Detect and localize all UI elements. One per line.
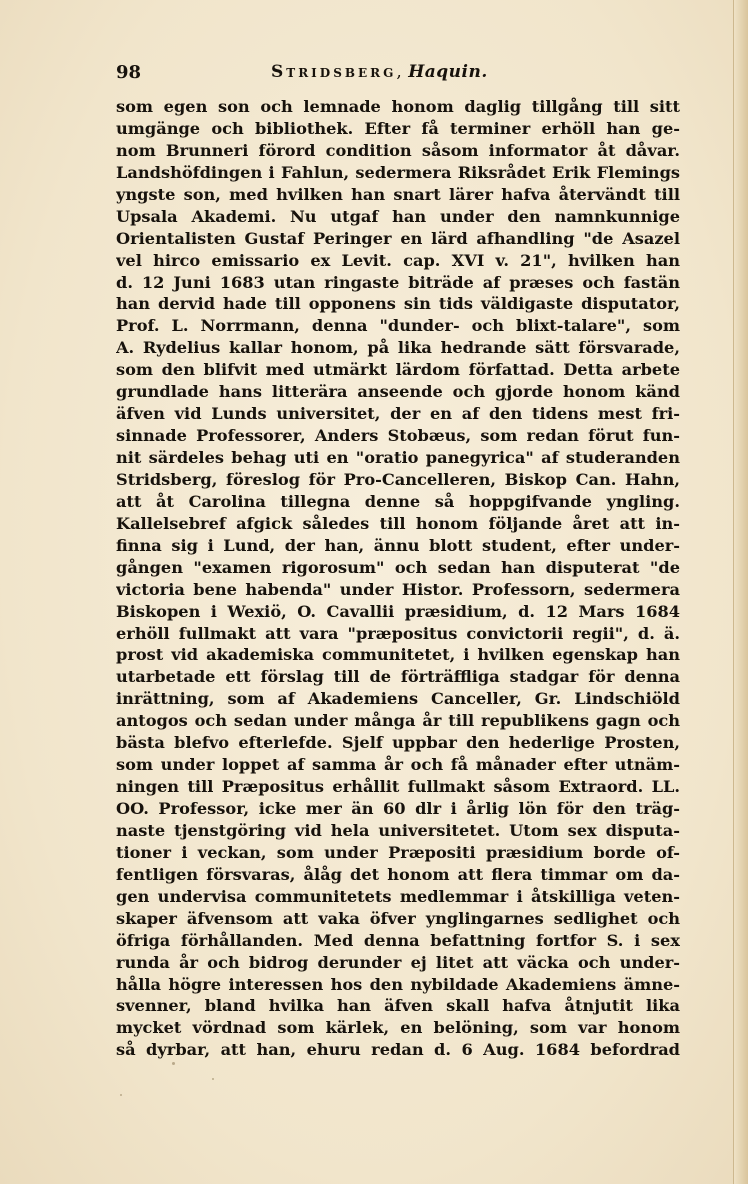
text-line: d. 12 Juni 1683 utan ringaste biträde af præses och fastän [116,272,680,292]
text-line: han dervid hade till opponens sin tids väldigaste disputator, [116,294,680,314]
text-line: umgänge och bibliothek. Efter få terminer erhöll han ge- [116,118,680,138]
text-line: öfriga förhållanden. Med denna befattning fortfor S. i sex [116,930,680,950]
running-head-surname: Stridsberg [271,62,397,82]
paper-speck [120,1094,122,1096]
text-line: Kallelsebref afgick således till honom följande året att in- [116,513,680,533]
text-line: svenner, bland hvilka han äfven skall hafva åtnjutit lika [116,996,680,1016]
running-head-separator: , [396,62,403,82]
running-head-given-name: Haquin. [408,62,488,82]
text-line: tioner i veckan, som under Præpositi præsidium borde of- [116,842,680,862]
text-line: Orientalisten Gustaf Peringer en lärd afhandling "de Asazel [116,228,680,248]
text-line: Upsala Akademi. Nu utgaf han under den namnkunnige [116,206,680,226]
text-line: prost vid akademiska communitetet, i hvilken egenskap han [116,645,680,665]
text-line: inrättning, som af Akademiens Canceller, Gr. Lindschiöld [116,689,680,709]
running-head [271,62,488,82]
text-line: gen undervisa communitetets medlemmar i åtskilliga veten- [116,886,680,906]
text-line: som under loppet af samma år och få månader efter utnäm- [116,755,680,775]
text-line: hålla högre interessen hos den nybildade Akademiens ämne- [116,974,680,994]
text-line: mycket vördnad som kärlek, en belöning, som var honom [116,1018,680,1038]
text-line: att åt Carolina tillegna denne så hoppgifvande yngling. [116,491,680,511]
paper-speck [172,1062,175,1065]
text-line: sinnade Professorer, Anders Stobæus, som redan förut fun- [116,426,680,446]
text-line: victoria bene habenda" under Histor. Professorn, sedermera [116,579,680,599]
text-line: fentligen försvaras, ålåg det honom att flera timmar om da- [116,864,680,884]
text-line: Landshöfdingen i Fahlun, sedermera Riksrådet Erik Flemings [116,162,680,182]
text-line: nit särdeles behag uti en "oratio panegyrica" af studeranden [116,448,680,467]
text-line: nom Brunneri förord condition såsom informator åt dåvar. [116,140,680,160]
text-line: erhöll fullmakt att vara "præpositus convictorii regii", d. ä. [116,623,680,643]
text-line: Biskopen i Wexiö, O. Cavallii præsidium, d. 12 Mars 1684 [116,601,680,621]
paper-speck [212,1078,214,1080]
text-line: vel hirco emissario ex Levit. cap. XVI v. 21", hvilken han [116,250,680,270]
text-line: runda år och bidrog derunder ej litet att väcka och under- [116,952,680,972]
text-line: som den blifvit med utmärkt lärdom författad. Detta arbete [116,360,680,380]
text-line: OO. Professor, icke mer än 60 dlr i årlig lön för den träg- [116,799,680,818]
body-text [116,96,680,1061]
text-line: utarbetade ett förslag till de förträffliga stadgar för denna [116,667,680,687]
page-header [116,62,682,84]
text-line: naste tjenstgöring vid hela universitetet. Utom sex disputa- [116,820,680,840]
text-line: ningen till Præpositus erhållit fullmakt såsom Extraord. LL. [116,777,680,797]
text-line: A. Rydelius kallar honom, på lika hedrande sätt försvarade, [116,338,680,358]
text-line: Prof. L. Norrmann, denna "dunder- och blixt-talare", som [116,316,680,336]
text-line: Stridsberg, föreslog för Pro-Cancelleren, Biskop Can. Hahn, [116,469,680,489]
text-line: grundlade hans litterära anseende och gjorde honom känd [116,382,680,402]
text-line: gången "examen rigorosum" och sedan han disputerat "de [116,557,680,577]
page-number: 98 [116,62,142,83]
text-line: antogos och sedan under många år till republikens gagn och [116,711,680,731]
text-line: äfven vid Lunds universitet, der en af den tidens mest fri- [116,404,680,424]
text-line: finna sig i Lund, der han, ännu blott student, efter under- [116,535,680,555]
text-line: bästa blefvo efterlefde. Sjelf uppbar den hederlige Prosten, [116,733,680,753]
text-line: yngste son, med hvilken han snart lärer hafva återvändt till [116,184,680,204]
text-line: så dyrbar, att han, ehuru redan d. 6 Aug. 1684 befordrad [116,1040,680,1060]
text-line: skaper äfvensom att vaka öfver ynglingarnes sedlighet och [116,908,680,928]
text-line: som egen son och lemnade honom daglig tillgång till sitt [116,97,680,116]
page-edge [733,0,748,1184]
